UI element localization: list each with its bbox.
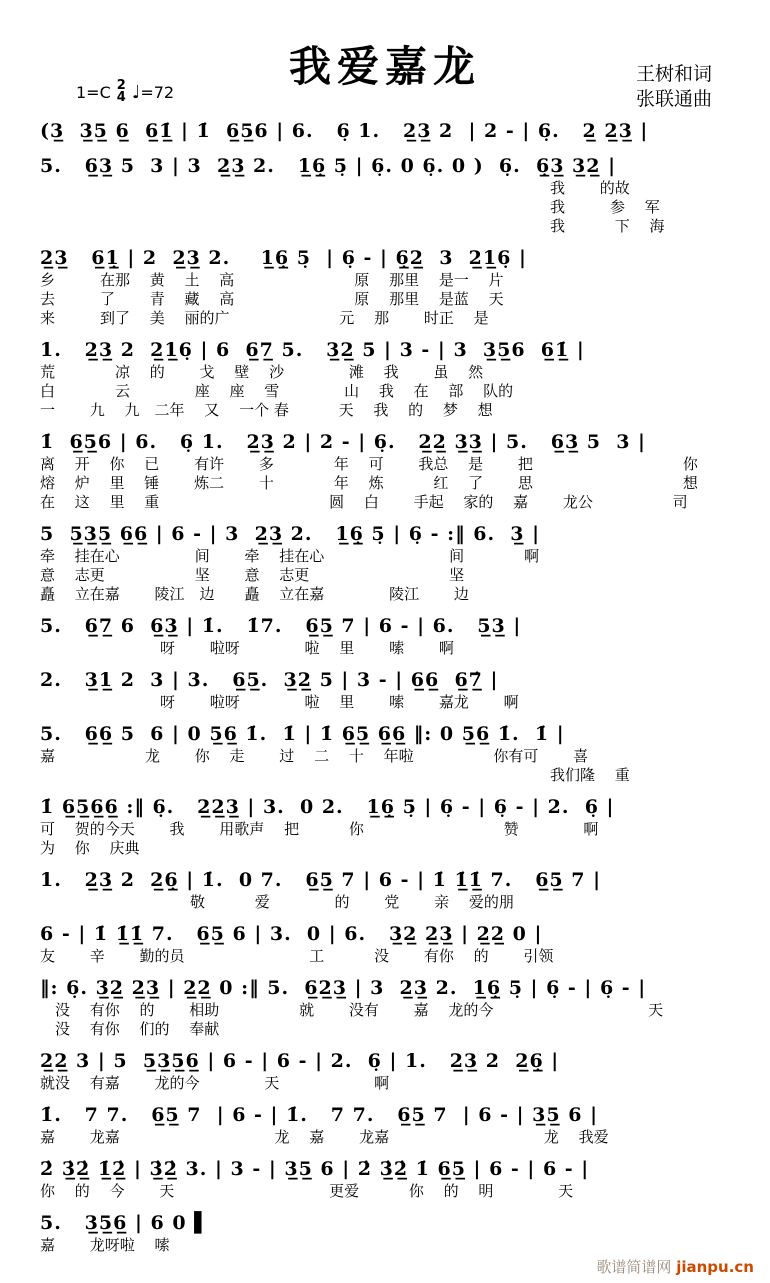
score-system (40, 921, 762, 966)
lyrics-line: 离 开 你 已 有许 多 年 可 我总 是 把 你 (40, 455, 698, 473)
quarter-note-icon: ♩ (131, 81, 141, 103)
lyrics-line: 没 有你 们的 奉献 (40, 1020, 220, 1038)
score (0, 112, 770, 1255)
lyrics-line: 没 有你 的 相助 就 没有 嘉 龙的今 天 (40, 1001, 664, 1019)
lyrics-line: 我 参 军 (40, 198, 660, 216)
score-system (40, 1048, 762, 1093)
lyrics-line: 我 的故 (40, 179, 630, 197)
notation-line: (3̲ 3̲5̲ 6̲ 6̲1̲̇ | 1̇ 6̲5̲6 | 6. 6̣ 1. 2̲3̲ 2 | 2 - | 6̣. 2̲ 2̲3̲ | (40, 120, 649, 142)
lyricist-credit: 王树和词 (635, 63, 712, 85)
score-system (40, 1102, 762, 1147)
notation-line: 1̇ 6̲5̲6 | 6. 6̣ 1. 2̲3̲ 2 | 2 - | 6̣. 2̲2̲ 3̲3̲ | 5. 6̲3̲ 5 3 | (40, 431, 646, 453)
score-system (40, 118, 762, 144)
watermark (596, 1256, 754, 1277)
lyrics-line: 熔 炉 里 锤 炼二 十 年 炼 红 了 思 想 (40, 474, 698, 492)
lyrics-line: 我 下 海 (40, 217, 665, 235)
lyrics-line: 意 志更 坚 意 志更 坚 (40, 566, 465, 584)
key-signature: 1=C (76, 82, 111, 102)
key-tempo-line (76, 80, 174, 104)
credits (636, 62, 712, 112)
notation-line: 2̇ 3̲̇2̲̇ 1̲̇2̲̇ | 3̲̇2̲̇ 3. | 3 - | 3̲5̲ 6 | 2̇ 3̲̇2̲̇ 1̇ 6̲5̲ | 6 - | 6 - | (40, 1158, 590, 1180)
lyrics-line: 呀 啦呀 啦 里 嗦 嘉龙 啊 (40, 693, 519, 711)
lyrics-line: 就没 有嘉 龙的今 天 啊 (40, 1074, 390, 1092)
watermark-site-name: 歌谱简谱网 (596, 1258, 672, 1276)
watermark-site-url: jianpu.cn (676, 1258, 754, 1276)
notation-line: 5. 6̲6̲ 5 6 | 0 5̲6̲ 1̇. 1̇ | 1̇ 6̲5̲ 6̲6̲ ‖: 0 5̲6̲ 1̇. 1̇ | (40, 723, 565, 745)
score-system (40, 521, 762, 604)
notation-line: 5. 3̲5̲6̲ | 6 0 ▌ (40, 1212, 210, 1234)
lyrics-line: 牵 挂在心 间 牵 挂在心 间 啊 (40, 547, 540, 565)
lyrics-line: 一 九 九 二年 又 一个 春 天 我 的 梦 想 (40, 401, 493, 419)
meter-denominator: 4 (116, 90, 126, 105)
notation-line: 2̲2̲ 3 | 5 5̲3̲5̲6̲ | 6 - | 6 - | 2. 6̣ | 1. 2̲3̲ 2 2̲6̲̣ | (40, 1050, 560, 1072)
score-header (0, 0, 770, 112)
lyrics-line: 在 这 里 重 圆 白 手起 家的 嘉 龙公 司 (40, 493, 688, 511)
score-system (40, 794, 762, 858)
composer-credit: 张联通曲 (635, 88, 712, 110)
lyrics-line: 嘉 龙呀啦 嗦 (40, 1236, 170, 1254)
score-system (40, 245, 762, 328)
tempo-value: =72 (140, 82, 175, 102)
lyrics-line: 敬 爱 的 党 亲 爱的朋 (40, 893, 514, 911)
score-system (40, 429, 762, 512)
notation-line: 1. 2̲3̲ 2 2̲6̲̣ | 1̇. 0 7. 6̲5̲ 7 | 6 - | 1̇ 1̲̇1̲̇ 7. 6̲5̲ 7 | (40, 869, 601, 891)
tempo (132, 82, 174, 103)
lyrics-line: 白 云 座 座 雪 山 我 在 部 队的 (40, 382, 514, 400)
score-system (40, 1156, 762, 1201)
notation-line: 6 - | 1̇ 1̲̇1̲̇ 7. 6̲5̲ 6 | 3. 0 | 6. 3̲2̲ 2̲3̲ | 2̲2̲ 0 | (40, 923, 543, 945)
notation-line: ‖: 6̣. 3̲2̲ 2̲3̲ | 2̲2̲ 0 :‖ 5. 6̲2̲3̲ | 3 2̲3̲ 2. 1̲6̲̣ 5̣ | 6̣ - | 6̣ - | (40, 977, 647, 999)
lyrics-line: 矗 立在嘉 陵江 边 矗 立在嘉 陵江 边 (40, 585, 469, 603)
time-signature (117, 80, 126, 104)
lyrics-line: 嘉 龙嘉 龙 嘉 龙嘉 龙 我爱 (40, 1128, 609, 1146)
notation-line: 2̲3̲ 6̲1̲̣ | 2 2̲3̲ 2. 1̲6̲̣ 5̣ | 6̣ - | 6̲̣2̲ 3 2̲1̲6̣ | (40, 247, 527, 269)
score-system (40, 667, 762, 712)
notation-line: 1̇. 7 7. 6̲5̲ 7 | 6 - | 1̇. 7 7. 6̲5̲ 7 | 6 - | 3̲5̲ 6 | (40, 1104, 598, 1126)
notation-line: 1. 2̲3̲ 2 2̲1̲6̣ | 6 6̲7̲ 5. 3̲2̲ 5 | 3 - | 3 3̲5̲6 6̲1̲̇ | (40, 339, 585, 361)
lyrics-line: 我们隆 重 (40, 766, 630, 784)
page-title: 我爱嘉龙 (288, 42, 481, 91)
notation-line: 5 5̲3̲5̲ 6̲6̲ | 6 - | 3 2̲3̲ 2. 1̲6̲̣ 5̣ | 6̣ - :‖ 6. 3̲ | (40, 523, 541, 545)
score-system (40, 975, 762, 1039)
lyrics-line: 你 的 今 天 更爱 你 的 明 天 (40, 1182, 574, 1200)
score-system (40, 613, 762, 658)
lyrics-line: 呀 啦呀 啦 里 嗦 啊 (40, 639, 454, 657)
score-system (40, 337, 762, 420)
meter-numerator: 2 (116, 78, 126, 93)
notation-line: 5. 6̲7̲ 6 6̲3̲ | 1̇. 1̇7. 6̲5̲ 7 | 6 - | 6. 5̲3̲ | (40, 615, 522, 637)
notation-line: 1̇ 6̲5̲6̲6̲ :‖ 6̣. 2̲2̲3̲ | 3. 0 2. 1̲6̲̣ 5̣ | 6̣ - | 6̣ - | 2. 6̣ | (40, 796, 615, 818)
score-system (40, 1210, 762, 1255)
lyrics-line: 来 到了 美 丽的广 元 那 时正 是 (40, 309, 489, 327)
score-system (40, 721, 762, 785)
lyrics-line: 友 辛 勤的员 工 没 有你 的 引领 (40, 947, 554, 965)
notation-line: 5. 6̲3̲ 5 3 | 3 2̲3̲ 2. 1̲6̲̣ 5̣ | 6̣. 0 6̣. 0 ) 6̣. 6̲̣3̲ 3̲2̲ | (40, 155, 617, 177)
lyrics-line: 嘉 龙 你 走 过 二 十 年啦 你有可 喜 (40, 747, 589, 765)
score-system (40, 867, 762, 912)
lyrics-line: 可 贺的今天 我 用歌声 把 你 赞 啊 (40, 820, 599, 838)
notation-line: 2. 3̲1̲ 2 3 | 3. 6̲5̲. 3̲2̲ 5 | 3 - | 6̲6̲ 6̲7̲̇ | (40, 669, 499, 691)
lyrics-line: 乡 在那 黄 土 高 原 那里 是一 片 (40, 271, 504, 289)
lyrics-line: 荒 凉 的 戈 壁 沙 滩 我 虽 然 (40, 363, 484, 381)
lyrics-line: 去 了 青 藏 高 原 那里 是蓝 天 (40, 290, 504, 308)
score-system (40, 153, 762, 236)
lyrics-line: 为 你 庆典 (40, 839, 140, 857)
